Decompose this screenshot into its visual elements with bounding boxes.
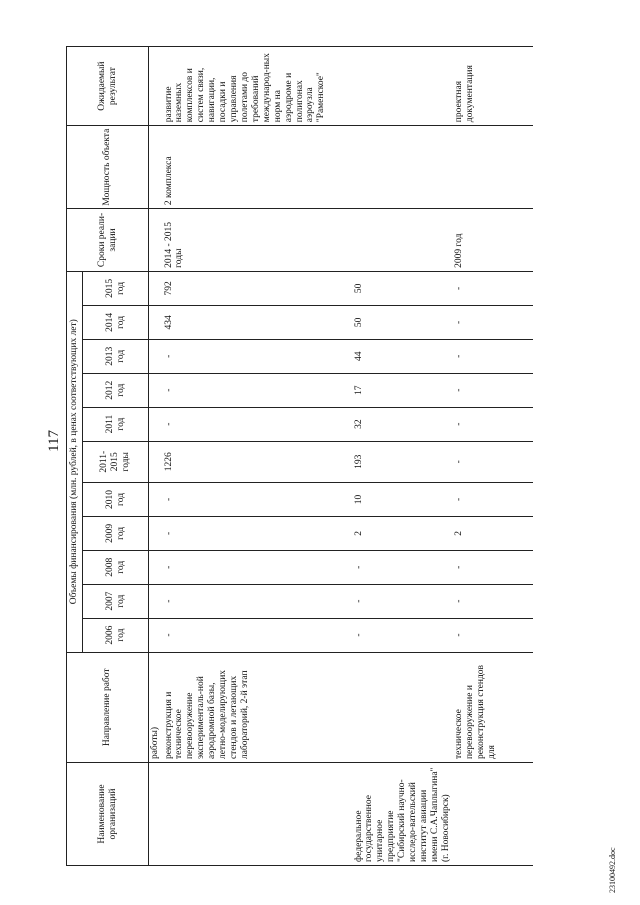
row-value: 792 xyxy=(163,271,353,305)
header-year: 2007 год xyxy=(83,584,149,618)
row-value: - xyxy=(453,373,533,407)
header-year: 2009 год xyxy=(83,516,149,550)
row-result xyxy=(353,47,453,126)
table-row xyxy=(353,47,453,866)
header-direction: Направление работ xyxy=(67,652,149,763)
document-id: 23100492.doc xyxy=(608,847,617,893)
row-result: проектная документация xyxy=(453,47,533,126)
row-value: - xyxy=(453,339,533,373)
row-value: 10 xyxy=(353,482,453,516)
row-value: - xyxy=(163,550,353,584)
header-year: 2015 год xyxy=(83,271,149,305)
row-value: 50 xyxy=(353,271,453,305)
header-year: 2006 год xyxy=(83,618,149,652)
row-value: - xyxy=(353,584,453,618)
header-year: 2012 год xyxy=(83,373,149,407)
header-terms: Сроки реали-зации xyxy=(67,209,149,272)
header-capacity: Мощность объекта xyxy=(67,126,149,209)
row-org xyxy=(163,763,353,866)
row-value: - xyxy=(163,373,353,407)
page-number: 117 xyxy=(46,430,62,452)
header-year: 2011-2015 годы xyxy=(83,441,149,482)
row-value: - xyxy=(353,550,453,584)
row-value: - xyxy=(163,339,353,373)
header-result: Ожидаемый результат xyxy=(67,47,149,126)
row-value: 193 xyxy=(353,441,453,482)
row-value: - xyxy=(453,618,533,652)
row-terms: 2009 год xyxy=(453,209,533,272)
row-value: 50 xyxy=(353,305,453,339)
row-value: - xyxy=(453,482,533,516)
row-direction: реконструкция и техническое перевооружение эксперименталь-ной аэродромной базы, летно-моделирующих стендов и летающих лабораторий, 2-й этап xyxy=(163,652,353,763)
row-value: - xyxy=(163,584,353,618)
row-value: - xyxy=(453,407,533,441)
row-value: 2 xyxy=(353,516,453,550)
row-capacity xyxy=(453,126,533,209)
row-value: 434 xyxy=(163,305,353,339)
row-value: 2 xyxy=(453,516,533,550)
row-value: - xyxy=(453,441,533,482)
row-direction xyxy=(353,652,453,763)
header-year: 2013 год xyxy=(83,339,149,373)
row-value: 32 xyxy=(353,407,453,441)
row-value: - xyxy=(453,305,533,339)
row-value: - xyxy=(353,618,453,652)
row-terms: 2014 - 2015 годы xyxy=(163,209,353,272)
row-direction: техническое перевооружение и реконструкция стендов для xyxy=(453,652,533,763)
row-value: - xyxy=(453,550,533,584)
financing-table xyxy=(66,46,533,866)
header-funding: Объемы финансирования (млн. рублей, в ценах соответствующих лет) xyxy=(67,271,83,652)
header-year: 2011 год xyxy=(83,407,149,441)
table-row xyxy=(163,47,353,866)
row-value: - xyxy=(163,482,353,516)
header-year: 2008 год xyxy=(83,550,149,584)
row-value: - xyxy=(163,407,353,441)
row-result: развитие наземных комплексов и систем связи, навигации, посадки и управления полетами до требований международ-ных норм на аэродроме и полигонах аэроузла "Раменское" xyxy=(163,47,353,126)
header-year: 2014 год xyxy=(83,305,149,339)
row-value: - xyxy=(163,618,353,652)
table-cell xyxy=(149,763,163,866)
financing-table-container xyxy=(66,46,536,866)
row-value: - xyxy=(163,516,353,550)
continuation-text: работы) xyxy=(149,652,163,763)
row-org: федеральное государственное унитарное предприятие "Сибирский научно-исследо-вательский институт авиации имени С.А.Чаплыгина" (г. Новосибирск) xyxy=(353,763,453,866)
row-value: 44 xyxy=(353,339,453,373)
row-terms xyxy=(353,209,453,272)
row-org xyxy=(453,763,533,866)
row-capacity: 2 комплекса xyxy=(163,126,353,209)
table-row xyxy=(453,47,533,866)
row-capacity xyxy=(353,126,453,209)
header-year: 2010 год xyxy=(83,482,149,516)
header-org: Наименование организаций xyxy=(67,763,149,866)
row-value: 1226 xyxy=(163,441,353,482)
row-value: - xyxy=(453,271,533,305)
row-value: - xyxy=(453,584,533,618)
row-value: 17 xyxy=(353,373,453,407)
